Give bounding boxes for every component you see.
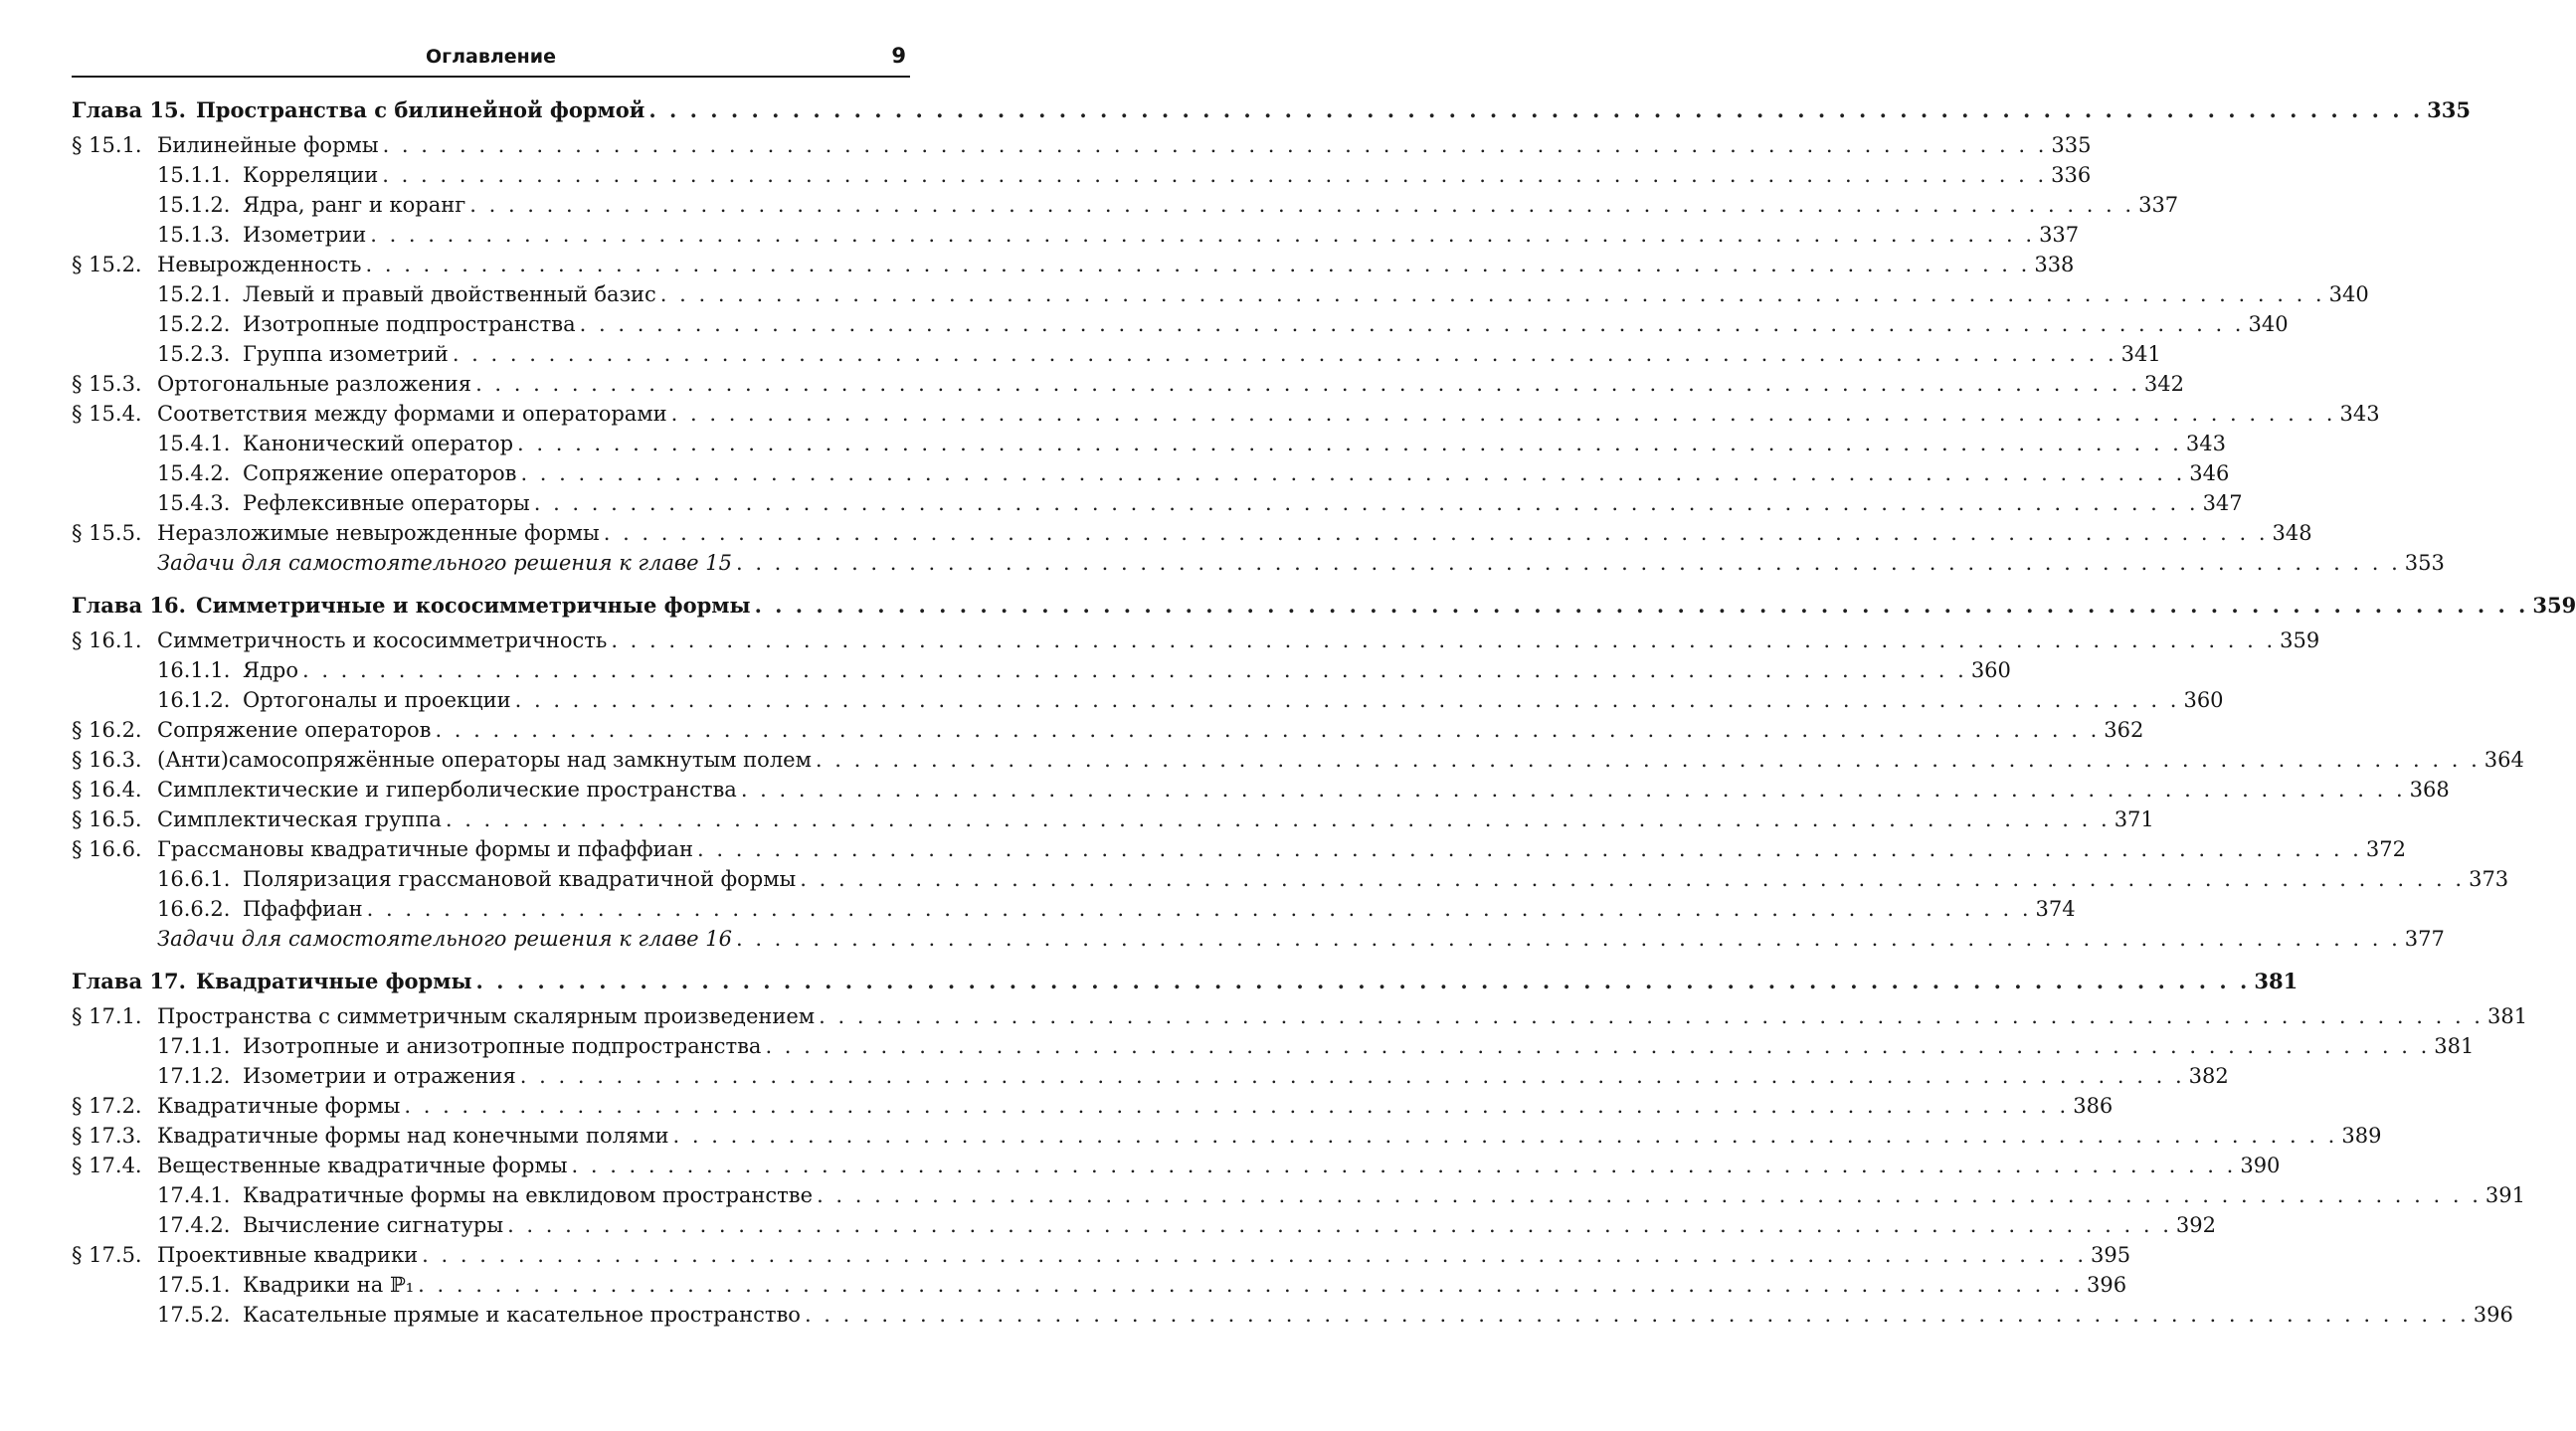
dot-leader xyxy=(580,312,2245,336)
toc-entry-number: 15.4.2. xyxy=(157,461,231,485)
toc-subsection[interactable] xyxy=(72,461,2230,491)
toc-entry-title: Сопряжение операторов xyxy=(243,461,517,485)
toc-entry-page: 340 xyxy=(2248,312,2289,336)
toc-entry-page: 360 xyxy=(2183,688,2224,712)
toc-subsection[interactable] xyxy=(72,163,2092,193)
toc-entry-number: § 15.5. xyxy=(72,521,142,545)
toc-entry-number: 15.1.2. xyxy=(157,193,231,217)
toc-entry-number: 15.4.1. xyxy=(157,432,231,455)
toc-entry-number: 16.6.2. xyxy=(157,897,231,921)
toc-entry-page: 340 xyxy=(2328,282,2369,306)
toc-entry-number: § 15.4. xyxy=(72,402,142,426)
toc-entry-title: Ядро xyxy=(243,658,298,682)
toc-entry-page: 364 xyxy=(2484,748,2524,772)
toc-entry-title: Квадрики на ℙ₁ xyxy=(243,1273,415,1297)
toc-entry-title: Поляризация грассмановой квадратичной формы xyxy=(243,867,797,891)
toc-entry-title: Симметричные и кососимметричные формы xyxy=(195,593,751,618)
toc-entry-page: 371 xyxy=(2114,807,2154,831)
toc-entry-number: § 15.1. xyxy=(72,133,142,157)
dot-leader xyxy=(422,1243,2087,1267)
toc-entry-title: Изометрии xyxy=(243,223,367,247)
dot-leader xyxy=(648,97,2423,122)
toc-entry-page: 392 xyxy=(2175,1213,2216,1237)
dot-leader xyxy=(383,133,2048,157)
toc-entry-title: Квадратичные формы xyxy=(195,969,472,993)
toc-entry-title: Изометрии и отражения xyxy=(243,1064,516,1088)
toc-entry-title: Вещественные квадратичные формы xyxy=(157,1154,568,1177)
toc-entry-number: § 16.5. xyxy=(72,807,142,831)
dot-leader xyxy=(765,1034,2430,1058)
dot-leader xyxy=(435,718,2100,742)
toc-entry-number: 15.2.3. xyxy=(157,342,231,366)
toc-entry-page: 359 xyxy=(2532,593,2576,618)
toc-section[interactable] xyxy=(72,807,2154,837)
toc-chapter[interactable] xyxy=(72,593,2576,625)
toc-entry-page: 343 xyxy=(2339,402,2380,426)
toc-entry-number: § 16.4. xyxy=(72,778,142,802)
toc-entry-page: 381 xyxy=(2486,1004,2528,1028)
toc-entry-page: 395 xyxy=(2091,1243,2131,1267)
dot-leader xyxy=(697,837,2362,861)
toc-entry-number: § 17.4. xyxy=(72,1154,142,1177)
toc-subsection[interactable] xyxy=(72,282,2369,312)
toc-entry-title: Квадратичные формы над конечными полями xyxy=(157,1124,669,1148)
dot-leader xyxy=(370,223,2035,247)
toc-entry-number: 15.1.3. xyxy=(157,223,231,247)
toc-entry-page: 335 xyxy=(2427,97,2472,122)
toc-entry-page: 372 xyxy=(2365,837,2406,861)
toc-entry-title: Соответствия между формами и операторами xyxy=(157,402,667,426)
toc-entry-page: 343 xyxy=(2185,432,2226,455)
dot-leader xyxy=(520,1064,2185,1088)
toc-entry-page: 353 xyxy=(2404,551,2445,575)
toc-entry-title: Симплектические и гиперболические пространства xyxy=(157,778,737,802)
dot-leader xyxy=(819,1004,2484,1028)
toc-section[interactable] xyxy=(72,748,2524,778)
dot-leader xyxy=(366,253,2031,276)
toc-entry-title: Симплектическая группа xyxy=(157,807,442,831)
toc-entry-page: 348 xyxy=(2272,521,2312,545)
dot-leader xyxy=(805,1303,2470,1327)
running-header xyxy=(72,40,910,78)
toc-subsection[interactable] xyxy=(72,193,2179,223)
toc-entry-title: Симметричность и кососимметричность xyxy=(157,628,608,652)
toc-entry-title: Группа изометрий xyxy=(243,342,449,366)
dot-leader xyxy=(736,551,2401,575)
toc-entry-title: Ортогоналы и проекции xyxy=(243,688,511,712)
toc-entry-page: 362 xyxy=(2104,718,2144,742)
toc-subsection[interactable] xyxy=(72,1213,2216,1243)
toc-entry-page: 346 xyxy=(2189,461,2230,485)
dot-leader xyxy=(475,372,2140,396)
toc-entry-number: 15.2.1. xyxy=(157,282,231,306)
toc-entry-number: § 15.2. xyxy=(72,253,142,276)
toc-section[interactable] xyxy=(72,133,2092,163)
toc-entry-number: § 16.2. xyxy=(72,718,142,742)
toc-section[interactable] xyxy=(72,402,2380,432)
toc-entry-title: Пространства с симметричным скалярным произведением xyxy=(157,1004,816,1028)
dot-leader xyxy=(671,402,2336,426)
dot-leader xyxy=(520,461,2185,485)
toc-subsection[interactable] xyxy=(72,312,2289,342)
toc-entry-page: 373 xyxy=(2469,867,2509,891)
dot-leader xyxy=(736,927,2401,951)
dot-leader xyxy=(418,1273,2083,1297)
toc-entry-number: 17.4.2. xyxy=(157,1213,231,1237)
toc-entry-page: 381 xyxy=(2434,1034,2475,1058)
toc-entry-title: Невырожденность xyxy=(157,253,362,276)
toc-entry-page: 342 xyxy=(2143,372,2184,396)
toc-entry-number: 17.4.1. xyxy=(157,1183,231,1207)
dot-leader xyxy=(660,282,2325,306)
toc-entry-title: Рефлексивные операторы xyxy=(243,491,530,515)
dot-leader xyxy=(515,688,2180,712)
toc-subsection[interactable] xyxy=(72,1064,2229,1094)
toc-entry-title: Канонический оператор xyxy=(243,432,514,455)
header-title: Оглавление xyxy=(426,46,556,68)
toc-entry-number: 15.1.1. xyxy=(157,163,231,187)
dot-leader xyxy=(517,432,2182,455)
toc-section[interactable] xyxy=(72,253,2075,282)
dot-leader xyxy=(302,658,1967,682)
toc-entry-number: § 17.2. xyxy=(72,1094,142,1118)
dot-leader xyxy=(817,1183,2482,1207)
dot-leader xyxy=(816,748,2481,772)
toc-subsection[interactable] xyxy=(72,491,2243,521)
toc-entry-title: Левый и правый двойственный базис xyxy=(243,282,656,306)
table-of-contents xyxy=(72,97,2576,1333)
dot-leader xyxy=(404,1094,2069,1118)
toc-entry-number: 15.4.3. xyxy=(157,491,231,515)
toc-section[interactable] xyxy=(72,521,2312,551)
toc-chapter[interactable] xyxy=(72,969,2299,1000)
dot-leader xyxy=(446,807,2111,831)
dot-leader xyxy=(476,969,2251,993)
toc-entry-page: 335 xyxy=(2051,133,2092,157)
toc-chapter[interactable] xyxy=(72,97,2472,129)
toc-entry-title: Изотропные и анизотропные подпространства xyxy=(243,1034,762,1058)
toc-subsection[interactable] xyxy=(72,1034,2475,1064)
toc-entry-page: 382 xyxy=(2188,1064,2229,1088)
toc-entry-title: Грассмановы квадратичные формы и пфаффиан xyxy=(157,837,694,861)
toc-section[interactable] xyxy=(72,1154,2281,1183)
toc-entry-number: 17.1.2. xyxy=(157,1064,231,1088)
toc-entry-page: 386 xyxy=(2073,1094,2114,1118)
toc-entry-title: Квадратичные формы на евклидовом пространстве xyxy=(243,1183,814,1207)
toc-entry-title: Сопряжение операторов xyxy=(157,718,432,742)
toc-entry-title: Пространства с билинейной формой xyxy=(195,97,645,122)
toc-entry-number: § 16.6. xyxy=(72,837,142,861)
toc-entry-page: 381 xyxy=(2254,969,2299,993)
toc-section[interactable] xyxy=(72,628,2320,658)
toc-entry-number: § 15.3. xyxy=(72,372,142,396)
toc-subsection[interactable] xyxy=(72,688,2224,718)
toc-entry-title: Вычисление сигнатуры xyxy=(243,1213,504,1237)
toc-entry-title: Квадратичные формы xyxy=(157,1094,401,1118)
toc-entry-number: 17.5.2. xyxy=(157,1303,231,1327)
toc-entry-number: 15.2.2. xyxy=(157,312,231,336)
dot-leader xyxy=(755,593,2529,618)
toc-section[interactable] xyxy=(72,718,2144,748)
toc-subsection[interactable] xyxy=(72,1303,2513,1333)
toc-entry-title: Касательные прямые и касательное пространство xyxy=(243,1303,801,1327)
toc-entry-page: 336 xyxy=(2051,163,2092,187)
toc-entry-title: Задачи для самостоятельного решения к главе 16 xyxy=(157,927,732,951)
toc-entry-page: 360 xyxy=(1970,658,2011,682)
toc-entry-title: Неразложимые невырожденные формы xyxy=(157,521,600,545)
toc-subsection[interactable] xyxy=(72,1183,2525,1213)
toc-entry-page: 389 xyxy=(2341,1124,2382,1148)
dot-leader xyxy=(800,867,2465,891)
toc-entry-page: 359 xyxy=(2280,628,2320,652)
dot-leader xyxy=(367,897,2032,921)
toc-entry-page: 337 xyxy=(2039,223,2080,247)
toc-entry-title: Ортогональные разложения xyxy=(157,372,472,396)
toc-subsection[interactable] xyxy=(72,342,2161,372)
toc-entry-number: § 17.3. xyxy=(72,1124,142,1148)
toc-entry-page: 368 xyxy=(2409,778,2450,802)
toc-entry-title: Билинейные формы xyxy=(157,133,379,157)
toc-entry-number: § 16.1. xyxy=(72,628,142,652)
toc-entry-title: Проективные квадрики xyxy=(157,1243,419,1267)
toc-entry-page: 341 xyxy=(2120,342,2161,366)
toc-entry-page: 377 xyxy=(2404,927,2445,951)
page-number: 9 xyxy=(891,44,906,68)
toc-entry-title: Изотропные подпространства xyxy=(243,312,576,336)
dot-leader xyxy=(507,1213,2172,1237)
toc-entry-number: 16.6.1. xyxy=(157,867,231,891)
toc-subsection[interactable] xyxy=(72,1273,2127,1303)
toc-entry-number: 16.1.2. xyxy=(157,688,231,712)
dot-leader xyxy=(453,342,2117,366)
toc-section[interactable] xyxy=(72,778,2450,807)
dot-leader xyxy=(604,521,2269,545)
toc-section[interactable] xyxy=(72,1004,2528,1034)
toc-entry-title: Задачи для самостоятельного решения к главе 15 xyxy=(157,551,732,575)
toc-entry-page: 337 xyxy=(2138,193,2179,217)
dot-leader xyxy=(572,1154,2237,1177)
dot-leader xyxy=(469,193,2134,217)
toc-section[interactable] xyxy=(72,1094,2114,1124)
toc-subsection[interactable] xyxy=(72,897,2076,927)
toc-section[interactable] xyxy=(72,1243,2131,1273)
toc-exercise[interactable] xyxy=(72,551,2445,581)
dot-leader xyxy=(611,628,2276,652)
toc-entry-page: 338 xyxy=(2034,253,2075,276)
toc-exercise[interactable] xyxy=(72,927,2445,957)
toc-entry-number: Глава 16. xyxy=(72,593,186,618)
dot-leader xyxy=(741,778,2406,802)
toc-subsection[interactable] xyxy=(72,432,2226,461)
toc-entry-number: 17.5.1. xyxy=(157,1273,231,1297)
toc-entry-title: Пфаффиан xyxy=(243,897,363,921)
toc-subsection[interactable] xyxy=(72,867,2509,897)
dot-leader xyxy=(382,163,2047,187)
toc-entry-page: 391 xyxy=(2484,1183,2525,1207)
toc-entry-number: § 17.1. xyxy=(72,1004,142,1028)
toc-entry-page: 374 xyxy=(2035,897,2076,921)
toc-entry-page: 347 xyxy=(2202,491,2243,515)
dot-leader xyxy=(534,491,2199,515)
toc-entry-number: § 17.5. xyxy=(72,1243,142,1267)
dot-leader xyxy=(673,1124,2338,1148)
toc-section[interactable] xyxy=(72,372,2184,402)
toc-entry-number: § 16.3. xyxy=(72,748,142,772)
toc-entry-page: 390 xyxy=(2240,1154,2281,1177)
toc-entry-number: Глава 15. xyxy=(72,97,186,122)
toc-subsection[interactable] xyxy=(72,223,2080,253)
toc-entry-page: 396 xyxy=(2473,1303,2513,1327)
toc-section[interactable] xyxy=(72,837,2406,867)
toc-entry-title: Ядра, ранг и коранг xyxy=(243,193,466,217)
toc-entry-number: 16.1.1. xyxy=(157,658,231,682)
toc-entry-number: Глава 17. xyxy=(72,969,186,993)
toc-entry-page: 396 xyxy=(2087,1273,2127,1297)
toc-section[interactable] xyxy=(72,1124,2382,1154)
toc-entry-title: Корреляции xyxy=(243,163,379,187)
toc-entry-number: 17.1.1. xyxy=(157,1034,231,1058)
toc-entry-title: (Анти)самосопряжённые операторы над замкнутым полем xyxy=(157,748,812,772)
toc-subsection[interactable] xyxy=(72,658,2011,688)
